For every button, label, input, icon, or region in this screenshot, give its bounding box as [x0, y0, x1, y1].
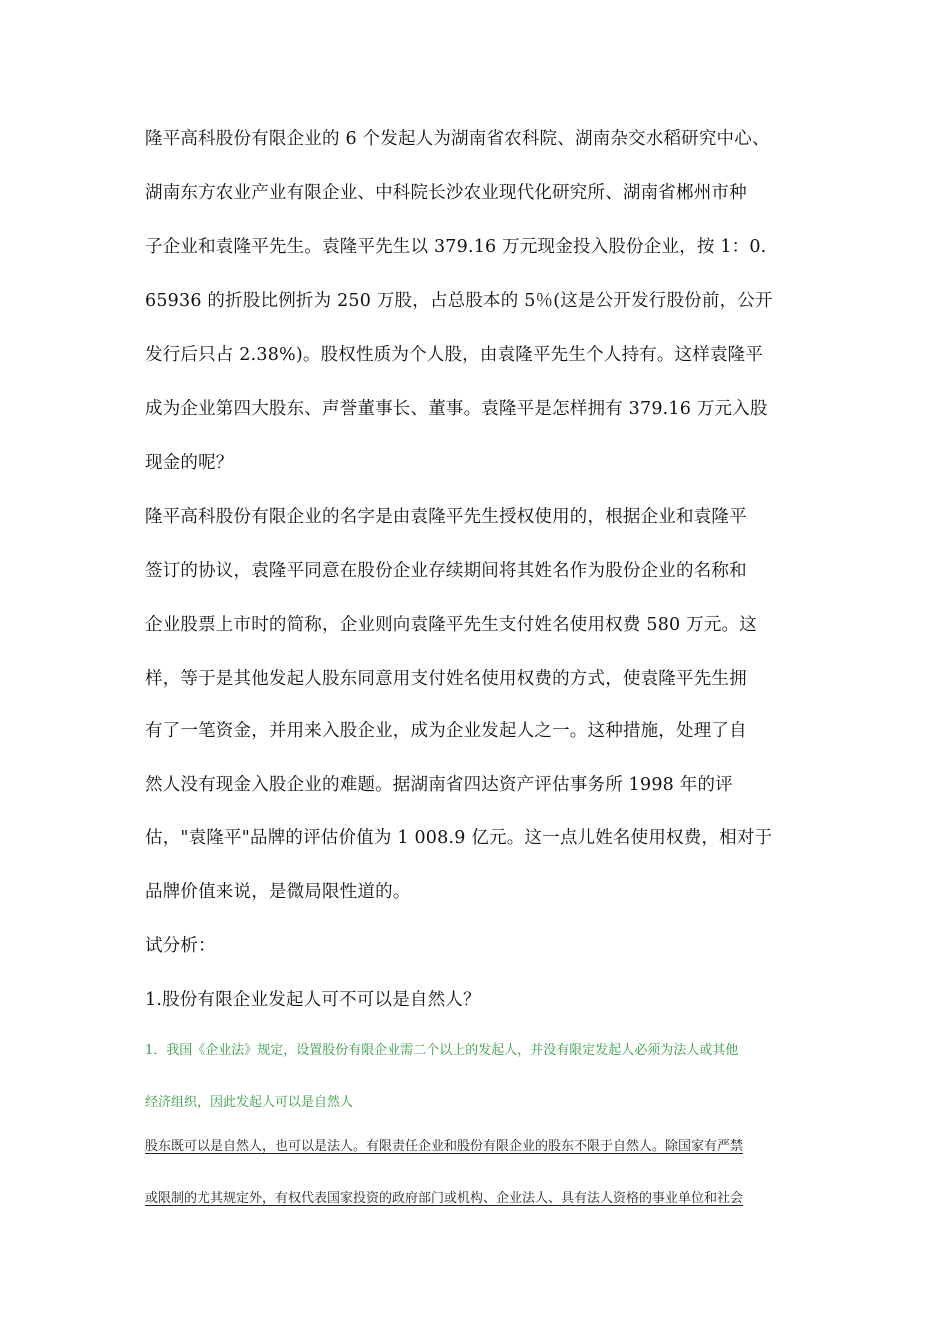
answer-1-line: 1．我国《企业法》规定，设置股份有限企业需二个以上的发起人，并没有限定发起人必须为法人或其他 — [145, 1043, 739, 1058]
paragraph2-line: 估，"袁隆平"品牌的评估价值为 1 008.9 亿元。这一点儿姓名使用权费，相对于 — [145, 828, 773, 848]
paragraph2-line: 企业股票上市时的简称，企业则向袁隆平先生支付姓名使用权费 580 万元。这 — [145, 615, 757, 635]
paragraph2-line: 有了一笔资金，并用来入股企业，成为企业发起人之一。这种措施，处理了自 — [145, 721, 747, 741]
paragraph1-line: 现金的呢？ — [145, 453, 234, 473]
paragraph1-line: 隆平高科股份有限企业的 6 个发起人为湖南省农科院、湖南杂交水稻研究中心、 — [145, 129, 770, 149]
paragraph1-line: 成为企业第四大股东、声誉董事长、董事。袁隆平是怎样拥有 379.16 万元入股 — [145, 399, 768, 419]
paragraph2-line: 隆平高科股份有限企业的名字是由袁隆平先生授权使用的，根据企业和袁隆平 — [145, 507, 747, 527]
underlined-note-line: 股东既可以是自然人，也可以是法人。有限责任企业和股份有限企业的股东不限于自然人。除国家有严禁 — [145, 1139, 744, 1154]
paragraph2-line: 样，等于是其他发起人股东同意用支付姓名使用权费的方式，使袁隆平先生拥 — [145, 669, 747, 689]
paragraph2-line: 签订的协议，袁隆平同意在股份企业存续期间将其姓名作为股份企业的名称和 — [145, 561, 747, 581]
paragraph1-line: 湖南东方农业产业有限企业、中科院长沙农业现代化研究所、湖南省郴州市种 — [145, 183, 747, 203]
underlined-note-line: 或限制的尤其规定外，有权代表国家投资的政府部门或机构、企业法人、具有法人资格的事业单位和社会 — [145, 1191, 744, 1206]
question-1: 1.股份有限企业发起人可不可以是自然人？ — [145, 990, 481, 1010]
paragraph1-line: 子企业和袁隆平先生。袁隆平先生以 379.16 万元现金投入股份企业，按 1：0. — [145, 237, 767, 257]
analysis-heading: 试分析： — [145, 936, 216, 956]
paragraph2-line: 品牌价值来说，是微局限性道的。 — [145, 882, 411, 902]
answer-1-line: 经济组织，因此发起人可以是自然人 — [145, 1095, 354, 1110]
paragraph1-line: 65936 的折股比例折为 250 万股，占总股本的 5％(这是公开发行股份前，公开 — [145, 291, 773, 311]
paragraph2-line: 然人没有现金入股企业的难题。据湖南省四达资产评估事务所 1998 年的评 — [145, 775, 733, 795]
paragraph1-line: 发行后只占 2.38%)。股权性质为个人股，由袁隆平先生个人持有。这样袁隆平 — [145, 345, 764, 365]
